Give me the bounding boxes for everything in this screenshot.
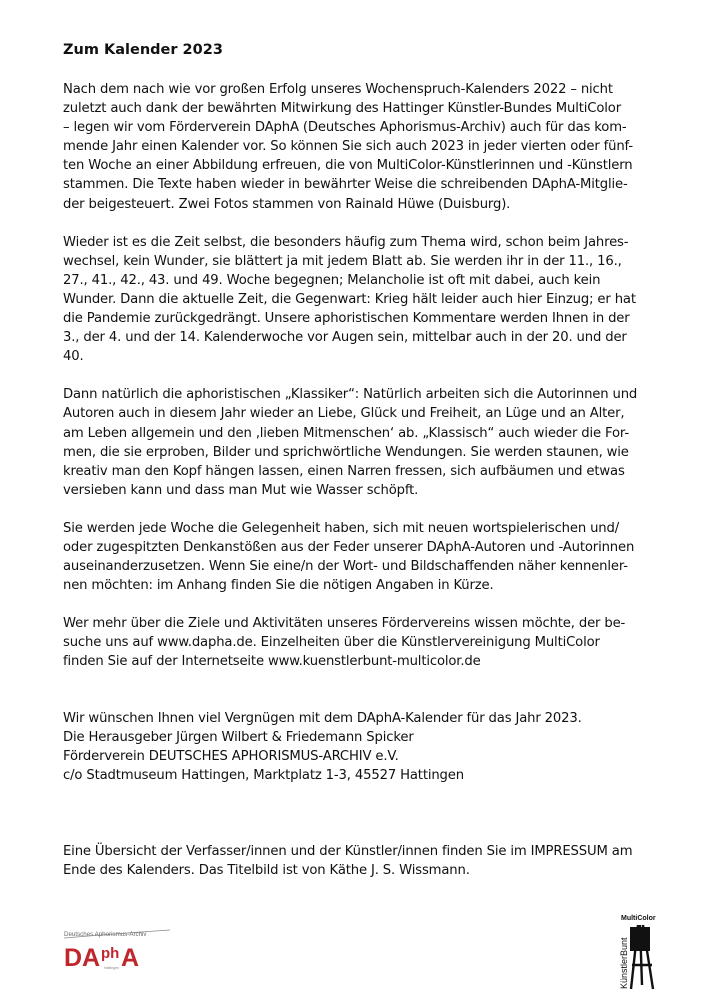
canvas-icon <box>630 927 650 951</box>
footer-note <box>63 842 661 880</box>
svg-text:A: A <box>121 944 140 972</box>
text-line: auseinanderzusetzen. Wenn Sie eine/n der Wort- und Bildschaffenden näher kennenler- <box>63 559 628 575</box>
text-line: der beigesteuert. Zwei Fotos stammen von Rainald Hüwe (Duisburg). <box>63 196 511 212</box>
text-line: Nach dem nach wie vor großen Erfolg unseres Wochenspruch-Kalenders 2022 – nicht <box>63 82 613 97</box>
closing-line: Wir wünschen Ihnen viel Vergnügen mit dem DAphA-Kalender für das Jahr 2023. <box>63 710 582 726</box>
text-line: 40. <box>63 349 84 365</box>
text-line: kreativ man den Kopf hängen lassen, einen Narren fressen, sich aufbäumen und etwas <box>63 463 625 479</box>
text-line: 3., der 4. und der 14. Kalenderwoche vor Augen sein, mittelbar auch in der 20. und der <box>63 330 627 346</box>
text-line: am Leben allgemein und den ‚lieben Mitmenschen‘ ab. „Klassisch“ auch wieder die For- <box>63 425 629 441</box>
svg-text:DA: DA <box>64 944 101 972</box>
closing-line: Förderverein DEUTSCHES APHORISMUS-ARCHIV e.V. <box>63 748 399 764</box>
text-line: mende Jahr einen Kalender vor. So können Sie sich auch 2023 in jeder vierten oder fünf- <box>63 139 633 155</box>
svg-text:ph: ph <box>101 945 120 962</box>
text-line: men, die sie erproben, Bilder und sprichwörtliche Wendungen. Sie werden staunen, wie <box>63 444 629 460</box>
closing-block <box>63 709 661 785</box>
page-title: Zum Kalender 2023 <box>63 42 223 58</box>
text-line: – legen wir vom Förderverein DAphA (Deutsches Aphorismus-Archiv) auch für das kom- <box>63 120 627 136</box>
text-line: Wunder. Dann die aktuelle Zeit, die Gegenwart: Krieg hält leider auch hier Einzug; er hat <box>63 291 636 307</box>
document-page <box>63 40 661 899</box>
closing-line: c/o Stadtmuseum Hattingen, Marktplatz 1-3, 45527 Hattingen <box>63 767 464 783</box>
text-line: zuletzt auch dank der bewährten Mitwirkung des Hattinger Künstler-Bundes MultiColor <box>63 101 621 117</box>
dapha-logo <box>62 928 174 972</box>
paragraph-1 <box>63 80 661 214</box>
text-line: nen möchten: im Anhang finden Sie die nötigen Angaben in Kürze. <box>63 578 494 594</box>
footer-line: Ende des Kalenders. Das Titelbild ist von Käthe J. S. Wissmann. <box>63 863 470 878</box>
paragraph-3 <box>63 385 661 500</box>
dapha-sub: Hattingen <box>104 966 119 970</box>
paragraph-4 <box>63 519 661 595</box>
text-line: ten Woche an einer Abbildung erfreuen, die von MultiColor-Künstlerinnen und -Künstlern <box>63 158 633 174</box>
multicolor-logo <box>617 913 657 991</box>
text-line: Autoren auch in diesem Jahr wieder an Liebe, Glück und Freiheit, an Lüge und an Alter, <box>63 406 625 422</box>
text-line: Wieder ist es die Zeit selbst, die besonders häufig zum Thema wird, schon beim Jahres- <box>63 234 629 250</box>
paragraph-2 <box>63 233 661 367</box>
text-line: stammen. Die Texte haben wieder in bewährter Weise die schreibenden DAphA-Mitglie- <box>63 177 628 193</box>
multicolor-top-text: MultiColor <box>621 915 656 922</box>
text-line: oder zugespitzten Denkanstößen aus der Feder unserer DAphA-Autoren und -Autorinnen <box>63 539 635 555</box>
footer-line: Eine Übersicht der Verfasser/innen und der Künstler/innen finden Sie im IMPRESSUM am <box>63 843 633 859</box>
text-line: finden Sie auf der Internetseite www.kuenstlerbunt-multicolor.de <box>63 654 481 670</box>
dapha-tagline: Deutsches Aphorismus-Archiv <box>64 931 147 938</box>
text-line: Dann natürlich die aphoristischen „Klassiker“: Natürlich arbeiten sich die Autorinnen und <box>63 387 638 403</box>
text-line: Wer mehr über die Ziele und Aktivitäten unseres Fördervereins wissen möchte, der be- <box>63 616 626 632</box>
text-line: versieben kann und dass man Mut wie Wasser schöpft. <box>63 482 419 498</box>
paragraph-5 <box>63 614 661 671</box>
text-line: suche uns auf www.dapha.de. Einzelheiten über die Künstlervereinigung MultiColor <box>63 635 600 651</box>
text-line: wechsel, kein Wunder, sie blättert ja mit jedem Blatt ab. Sie werden ihr in der 11., 16., <box>63 253 622 269</box>
text-line: Sie werden jede Woche die Gelegenheit haben, sich mit neuen wortspielerischen und/ <box>63 520 620 536</box>
text-line: 27., 41., 42., 43. und 49. Woche begegnen; Melancholie ist oft mit dabei, auch kein <box>63 272 601 288</box>
text-line: die Pandemie zurückgedrängt. Unsere aphoristischen Kommentare werden Ihnen in der <box>63 311 630 327</box>
closing-line: Die Herausgeber Jürgen Wilbert & Friedemann Spicker <box>63 729 414 745</box>
multicolor-side-text: KünstlerBunt <box>619 937 629 989</box>
